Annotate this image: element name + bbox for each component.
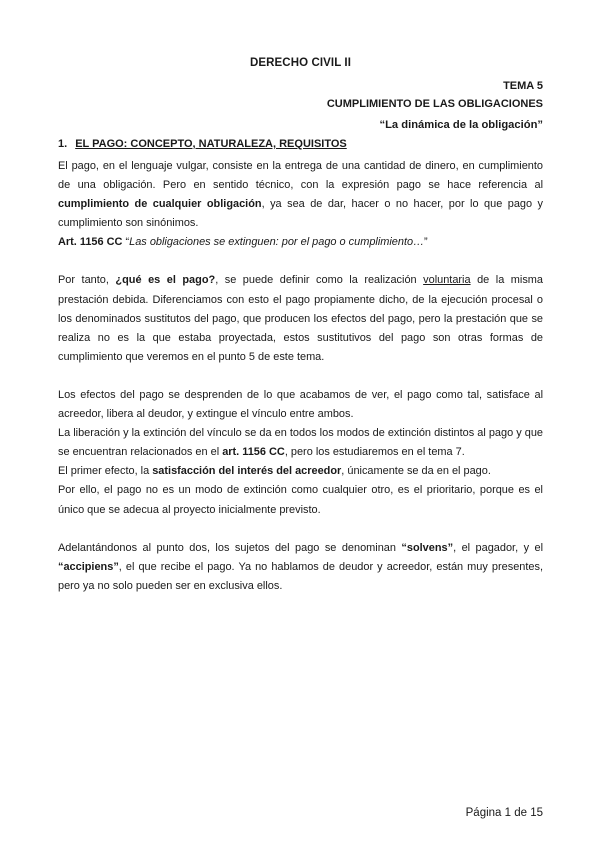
- tema-tagline: “La dinámica de la obligación”: [379, 119, 543, 131]
- paragraph-text: , se puede definir como la realización: [215, 274, 424, 287]
- paragraph-text: , ya sea de dar, hacer o no hacer, por lo que pago y cumplimiento son sinónimos.: [58, 198, 543, 230]
- quote-mark: ”: [424, 236, 428, 249]
- tema-number: TEMA 5: [503, 80, 543, 92]
- paragraph-sujetos: [58, 539, 543, 596]
- paragraph-liberacion: [58, 424, 543, 462]
- paragraph-text: de la misma prestación debida. Diferenciamos con esto el pago propiamente dicho, de la ejecución procesal o los denominados sustitutos del pago, que producen los efectos del pago, pero la prestación que se realiza no es la que estaba proyectada, estos sustitutivos del pago son otras formas de cumplimiento que veremos en el punto 5 de este tema.: [58, 274, 544, 363]
- paragraph-definition: [58, 157, 543, 233]
- paragraph-text: La liberación y la extinción del vínculo se da en todos los modos de extinción distintos al pago y que se encuentran relacionados en el: [58, 427, 543, 459]
- section-heading: [58, 138, 347, 150]
- page-number: Página 1 de 15: [465, 807, 543, 819]
- document-body: [58, 157, 543, 596]
- bold-term: “solvens”: [401, 541, 454, 554]
- paragraph-efectos: Los efectos del pago se desprenden de lo que acabamos de ver, el pago como tal, satisface al acreedor, libera al deudor, y extingue el vínculo entre ambos.: [58, 388, 543, 421]
- document-page: [58, 0, 543, 848]
- paragraph-text: , pero los estudiaremos en el tema 7.: [284, 446, 465, 459]
- paragraph-que-es-pago: [58, 271, 543, 366]
- paragraph-text: Adelantándonos al punto dos, los sujetos del pago se denominan: [58, 541, 402, 554]
- article-quote: Las obligaciones se extinguen: por el pago o cumplimiento…: [129, 236, 425, 249]
- quote-mark: “: [122, 236, 130, 249]
- paragraph-primer-efecto: [58, 462, 543, 481]
- tema-title: CUMPLIMIENTO DE LAS OBLIGACIONES: [326, 98, 543, 110]
- article-label: Art. 1156 CC: [58, 236, 123, 249]
- section-title: EL PAGO: CONCEPTO, NATURALEZA, REQUISITOS: [75, 138, 347, 150]
- bold-term: satisfacción del interés del acreedor: [152, 465, 342, 478]
- paragraph-text: El primer efecto, la: [58, 465, 153, 478]
- bold-term: cumplimiento de cualquier obligación: [58, 198, 262, 211]
- section-number: 1.: [58, 138, 68, 150]
- paragraph-text: , el pagador, y el: [453, 541, 544, 554]
- bold-term: ¿qué es el pago?: [115, 274, 216, 287]
- paragraph-por-ello: Por ello, el pago no es un modo de extinción como cualquier otro, es el prioritario, porque es el único que se adecua al proyecto inicialmente previsto.: [58, 484, 543, 516]
- bold-term: art. 1156 CC: [222, 446, 285, 459]
- paragraph-text: Por tanto,: [58, 274, 116, 287]
- article-citation: [58, 233, 543, 252]
- paragraph-text: , únicamente se da en el pago.: [341, 465, 491, 478]
- bold-term: “accipiens”: [58, 560, 119, 573]
- document-title: DERECHO CIVIL II: [249, 57, 352, 69]
- paragraph-text: El pago, en el lenguaje vulgar, consiste en la entrega de una cantidad de dinero, en cumplimiento de una obligación. Pero en sentido técnico, con la expresión pago se hace referencia al: [58, 160, 543, 192]
- paragraph-text: , el que recibe el pago. Ya no hablamos de deudor y acreedor, están muy presentes, pero ya no solo pueden ser en exclusiva ellos.: [58, 560, 543, 592]
- underlined-term: voluntaria: [423, 274, 471, 287]
